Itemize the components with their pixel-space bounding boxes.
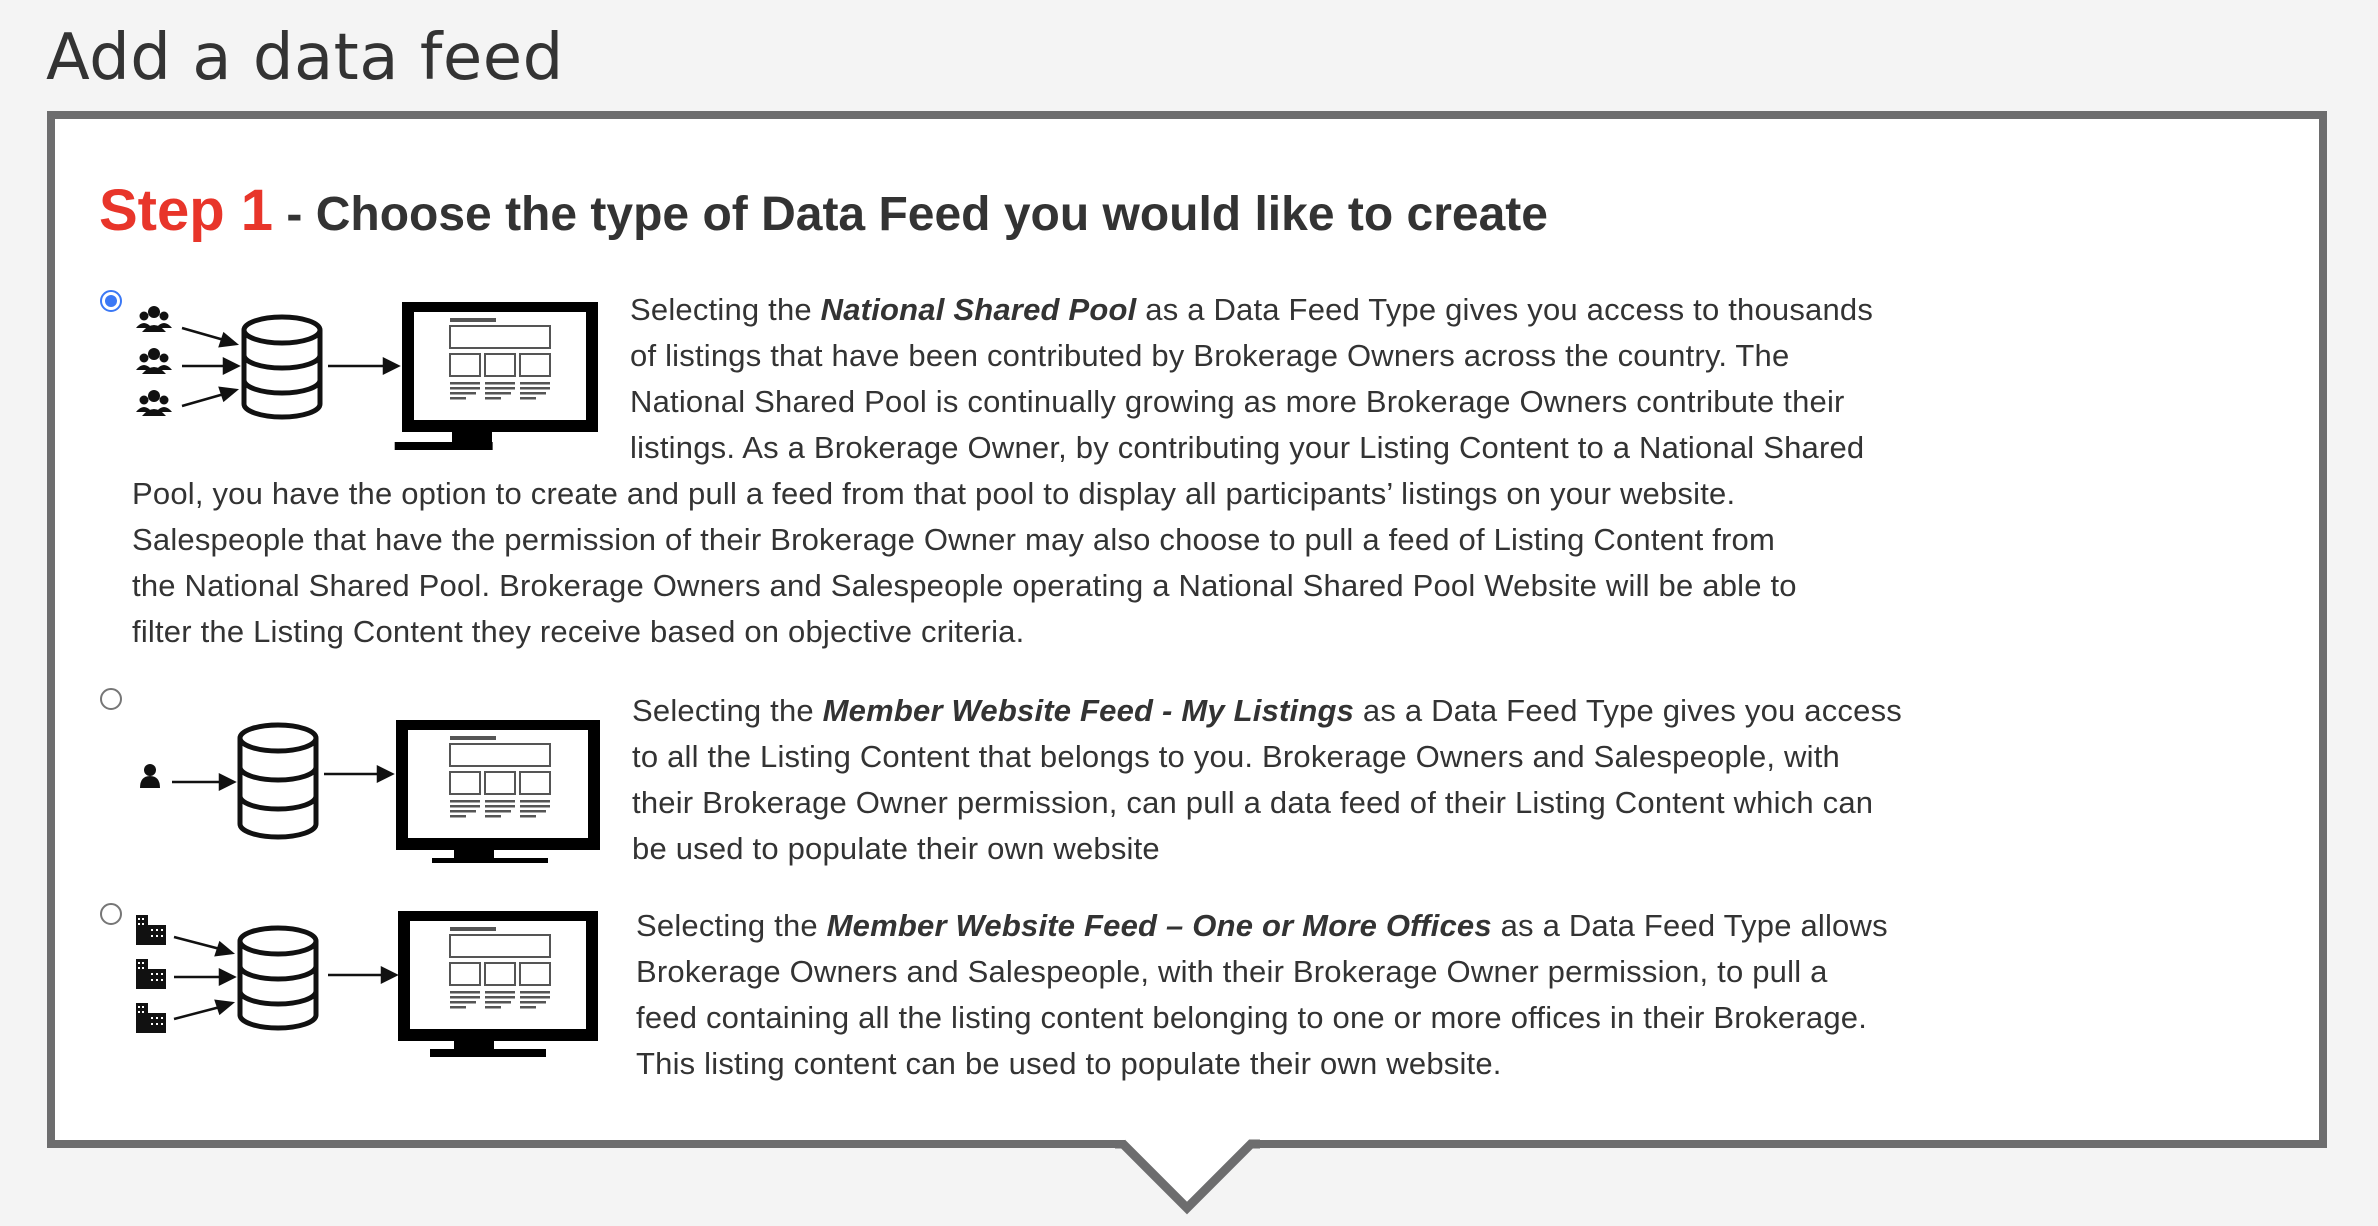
option-name: Member Website Feed – One or More Offices — [826, 908, 1492, 943]
radio-national-shared-pool[interactable] — [100, 290, 122, 312]
page-title: Add a data feed — [46, 21, 564, 95]
step-separator: - — [273, 188, 316, 241]
office-building-icon — [136, 1003, 166, 1033]
arrow-icon — [174, 937, 234, 1019]
step-number: Step 1 — [99, 178, 274, 243]
step-panel — [47, 111, 2327, 1148]
monitor-website-icon — [396, 720, 600, 863]
arrow-icon — [172, 775, 234, 789]
step-heading — [99, 175, 1548, 251]
option-name: National Shared Pool — [820, 292, 1137, 327]
step-instruction: Choose the type of Data Feed you would like to create — [315, 188, 1548, 241]
radio-member-website-offices[interactable] — [100, 903, 122, 925]
option-name: Member Website Feed - My Listings — [822, 693, 1355, 728]
arrow-icon — [324, 767, 392, 781]
database-icon — [240, 928, 316, 1028]
option-member-website-offices[interactable] — [92, 903, 2132, 1103]
diagram-member-website-my-listings — [132, 708, 602, 863]
radio-member-website-my-listings[interactable] — [100, 688, 122, 710]
description-member-website-my-listings: Selecting the Member Website Feed - My Listings as a Data Feed Type gives you access to all the Listing Content that belongs to you. Brokerage Owners and Salespeople, with their Brokerage Owner permission, can pull a data feed of their Listing Content which can be used to populate their own website — [632, 693, 1902, 866]
arrow-icon — [328, 968, 396, 982]
option-member-website-my-listings[interactable] — [92, 688, 2132, 888]
office-building-icon — [136, 959, 166, 989]
office-building-icon — [136, 915, 166, 945]
single-user-icon — [140, 764, 160, 788]
description-member-website-offices: Selecting the Member Website Feed – One or More Offices as a Data Feed Type allows Brokerage Owners and Salespeople, with their Brokerage Owner permission, to pull a feed containing all the listing content belonging to one or more offices in their Brokerage. This listing content can be used to populate their own website. — [636, 908, 1888, 1081]
description-national-shared-pool: Selecting the National Shared Pool as a Data Feed Type gives you access to thousands of listings that have been contributed by Brokerage Owners across the country. The National Shared Pool is continually growing as more Brokerage Owners contribute their listings. As a Brokerage Owner, by contributing your Listing Content to a National Shared Pool, you have the option to create and pull a feed from that pool to display all participants’ listings on your website. Salespeople that have the permission of their Brokerage Owner may also choose to pull a feed of Listing Content from the National Shared Pool. Brokerage Owners and Salespeople operating a National Shared Pool Website will be able to filter the Listing Content they receive based on objective criteria. — [132, 292, 1874, 649]
diagram-member-website-offices — [132, 905, 602, 1060]
panel-pointer-notch — [1115, 1136, 1260, 1220]
monitor-website-icon — [398, 911, 598, 1057]
database-icon — [240, 725, 316, 837]
